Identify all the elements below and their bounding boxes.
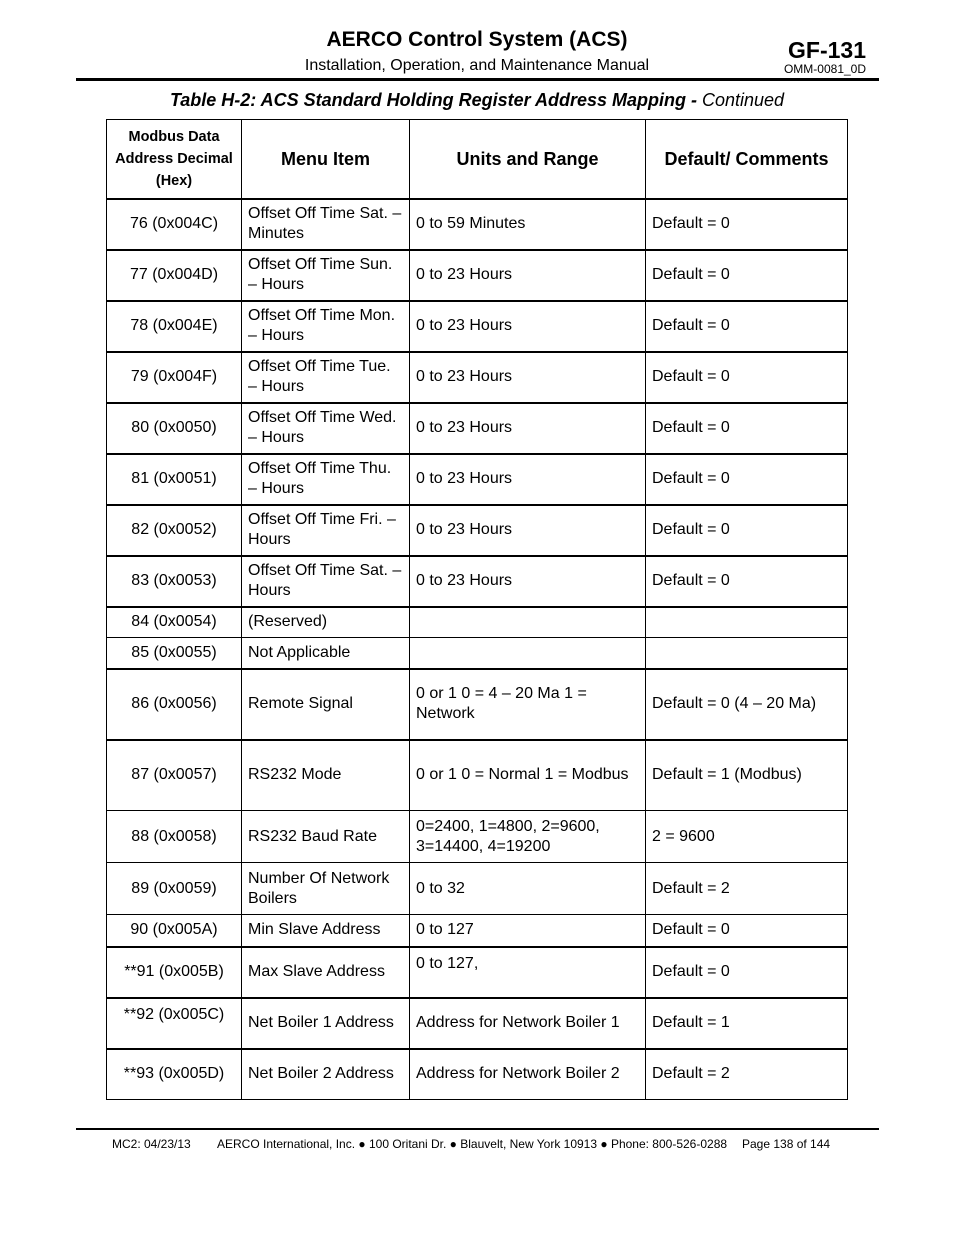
table-header-row: [107, 120, 848, 199]
table-row: [107, 740, 848, 811]
table-row: [107, 199, 848, 250]
cell-address: 83 (0x0053): [107, 556, 242, 607]
cell-menu-item: Max Slave Address: [242, 947, 410, 998]
cell-range: 0 or 1 0 = Normal 1 = Modbus: [410, 740, 646, 811]
cell-default: [646, 638, 848, 669]
cell-default: Default = 0: [646, 947, 848, 998]
table-row: [107, 947, 848, 998]
cell-range: 0 to 23 Hours: [410, 352, 646, 403]
cell-range: 0 to 32: [410, 863, 646, 915]
table-row: [107, 915, 848, 947]
table-row: [107, 454, 848, 505]
cell-address: 86 (0x0056): [107, 669, 242, 740]
column-header-units-range: Units and Range: [410, 120, 646, 199]
cell-range: Address for Network Boiler 2: [410, 1049, 646, 1100]
cell-range: 0 to 23 Hours: [410, 454, 646, 505]
cell-default: Default = 0: [646, 915, 848, 947]
cell-menu-item: Not Applicable: [242, 638, 410, 669]
cell-range: 0 to 59 Minutes: [410, 199, 646, 250]
cell-default: Default = 2: [646, 863, 848, 915]
cell-address: 87 (0x0057): [107, 740, 242, 811]
cell-default: Default = 1: [646, 998, 848, 1049]
cell-menu-item: Offset Off Time Sat. – Minutes: [242, 199, 410, 250]
table-caption-suffix: Continued: [701, 90, 785, 110]
cell-address: 78 (0x004E): [107, 301, 242, 352]
cell-menu-item: Number Of Network Boilers: [242, 863, 410, 915]
cell-menu-item: Offset Off Time Sun. – Hours: [242, 250, 410, 301]
cell-default: Default = 1 (Modbus): [646, 740, 848, 811]
table-row: [107, 998, 848, 1049]
cell-menu-item: Offset Off Time Fri. – Hours: [242, 505, 410, 556]
document-id: GF-131: [788, 37, 866, 63]
cell-menu-item: Offset Off Time Mon. – Hours: [242, 301, 410, 352]
cell-menu-item: RS232 Baud Rate: [242, 811, 410, 863]
cell-range: 0 to 23 Hours: [410, 556, 646, 607]
cell-address: 80 (0x0050): [107, 403, 242, 454]
cell-range: [410, 607, 646, 638]
footer-divider: [76, 1128, 879, 1130]
cell-address: 76 (0x004C): [107, 199, 242, 250]
cell-address: 82 (0x0052): [107, 505, 242, 556]
cell-default: Default = 0: [646, 505, 848, 556]
cell-address: 90 (0x005A): [107, 915, 242, 947]
cell-menu-item: Offset Off Time Wed. – Hours: [242, 403, 410, 454]
cell-range: 0 to 127,: [410, 947, 646, 998]
cell-range: 0 to 23 Hours: [410, 301, 646, 352]
cell-default: Default = 0: [646, 556, 848, 607]
cell-default: Default = 0: [646, 403, 848, 454]
cell-address: 81 (0x0051): [107, 454, 242, 505]
cell-range: 0 to 127: [410, 915, 646, 947]
cell-range: 0 or 1 0 = 4 – 20 Ma 1 = Network: [410, 669, 646, 740]
document-subtitle: Installation, Operation, and Maintenance Manual: [304, 57, 650, 74]
table-row: [107, 505, 848, 556]
cell-address: 88 (0x0058): [107, 811, 242, 863]
cell-menu-item: RS232 Mode: [242, 740, 410, 811]
table-caption-label: Table H-2: ACS Standard Holding Register Address Mapping -: [169, 90, 702, 110]
cell-default: Default = 0: [646, 301, 848, 352]
cell-range: 0 to 23 Hours: [410, 250, 646, 301]
cell-range: 0 to 23 Hours: [410, 403, 646, 454]
table-row: [107, 1049, 848, 1100]
column-header-address: Modbus Data Address Decimal (Hex): [107, 120, 242, 199]
cell-default: Default = 0: [646, 352, 848, 403]
table-row: [107, 638, 848, 669]
document-title: AERCO Control System (ACS): [326, 28, 628, 51]
cell-address: 89 (0x0059): [107, 863, 242, 915]
cell-menu-item: Min Slave Address: [242, 915, 410, 947]
cell-default: 2 = 9600: [646, 811, 848, 863]
table-row: [107, 301, 848, 352]
table-caption: [0, 90, 954, 111]
table-row: [107, 556, 848, 607]
register-mapping-table: [106, 119, 848, 1100]
footer-company-info: AERCO International, Inc. ● 100 Oritani Dr. ● Blauvelt, New York 10913 ● Phone: 800-526-0288: [217, 1137, 728, 1151]
footer-revision: MC2: 04/23/13: [112, 1137, 191, 1151]
cell-address: 77 (0x004D): [107, 250, 242, 301]
cell-range: 0=2400, 1=4800, 2=9600, 3=14400, 4=19200: [410, 811, 646, 863]
table-row: [107, 607, 848, 638]
cell-address: 85 (0x0055): [107, 638, 242, 669]
cell-default: Default = 0: [646, 454, 848, 505]
cell-menu-item: (Reserved): [242, 607, 410, 638]
column-header-default: Default/ Comments: [646, 120, 848, 199]
header-divider: [76, 78, 879, 81]
cell-address: 84 (0x0054): [107, 607, 242, 638]
cell-address: 79 (0x004F): [107, 352, 242, 403]
table-row: [107, 250, 848, 301]
cell-default: [646, 607, 848, 638]
cell-menu-item: Net Boiler 2 Address: [242, 1049, 410, 1100]
cell-default: Default = 0: [646, 250, 848, 301]
cell-address: **92 (0x005C): [107, 998, 242, 1049]
table-row: [107, 669, 848, 740]
document-number: OMM-0081_0D: [783, 62, 866, 76]
table-row: [107, 403, 848, 454]
cell-range: [410, 638, 646, 669]
table-row: [107, 811, 848, 863]
cell-menu-item: Offset Off Time Sat. – Hours: [242, 556, 410, 607]
cell-default: Default = 0: [646, 199, 848, 250]
table-row: [107, 352, 848, 403]
column-header-menu-item: Menu Item: [242, 120, 410, 199]
cell-range: Address for Network Boiler 1: [410, 998, 646, 1049]
cell-menu-item: Net Boiler 1 Address: [242, 998, 410, 1049]
cell-menu-item: Remote Signal: [242, 669, 410, 740]
cell-menu-item: Offset Off Time Thu. – Hours: [242, 454, 410, 505]
cell-address: **91 (0x005B): [107, 947, 242, 998]
cell-default: Default = 0 (4 – 20 Ma): [646, 669, 848, 740]
table-row: [107, 863, 848, 915]
footer-page-number: Page 138 of 144: [742, 1137, 831, 1151]
cell-address: **93 (0x005D): [107, 1049, 242, 1100]
page-header: [0, 0, 954, 80]
cell-menu-item: Offset Off Time Tue. – Hours: [242, 352, 410, 403]
cell-default: Default = 2: [646, 1049, 848, 1100]
cell-range: 0 to 23 Hours: [410, 505, 646, 556]
